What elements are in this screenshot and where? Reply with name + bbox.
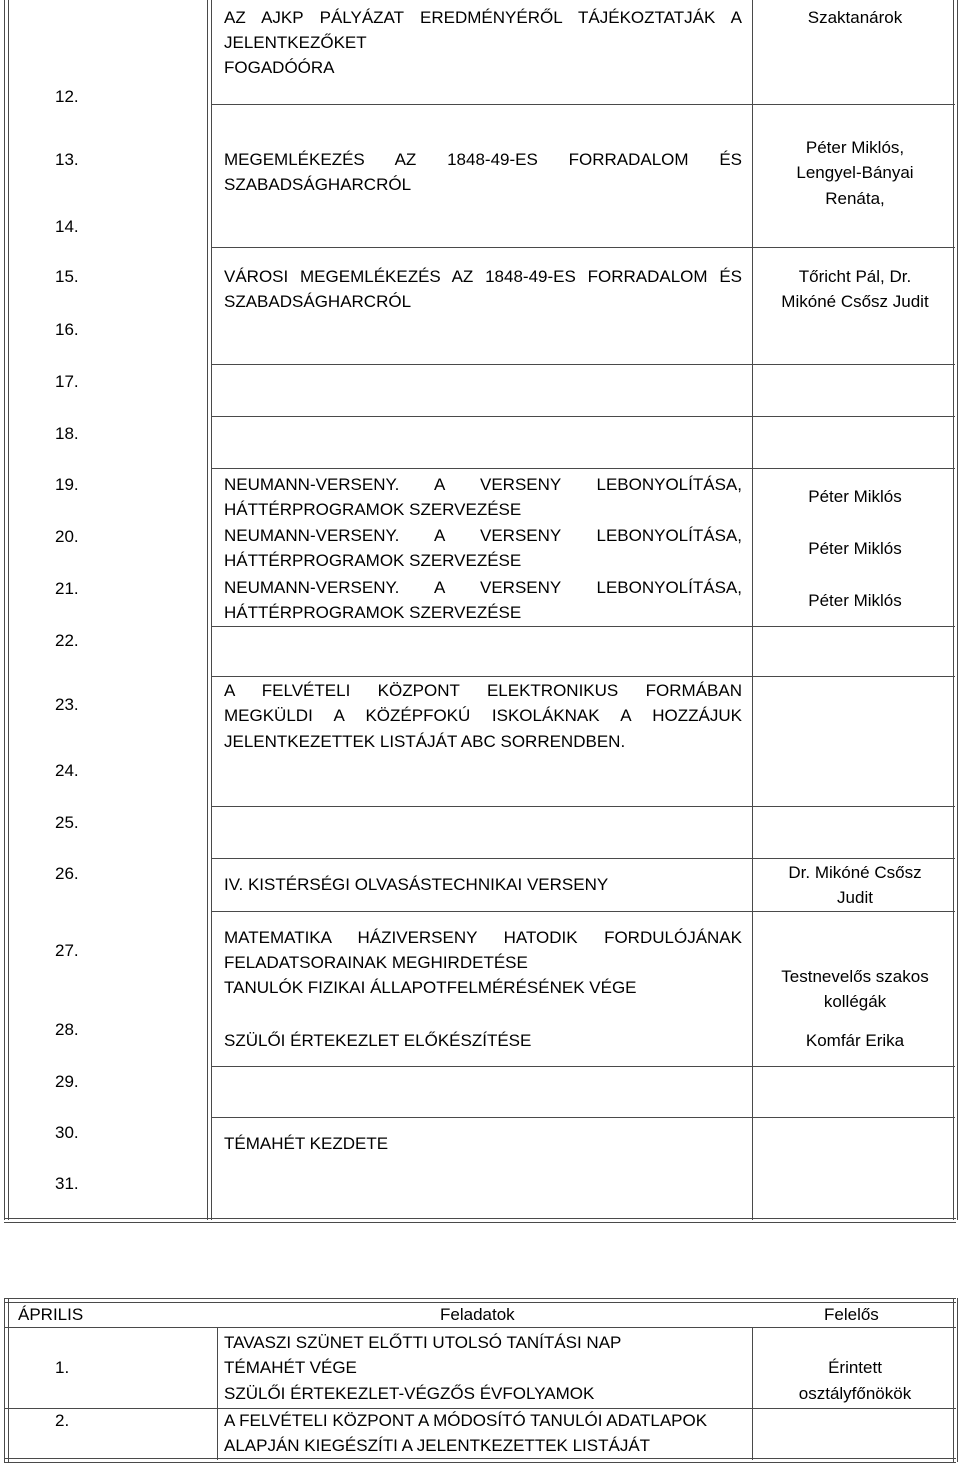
row-divider (211, 247, 955, 248)
responsible-name: Judit (837, 888, 873, 907)
task-text: A FELVÉTELI KÖZPONT A MÓDOSÍTÓ TANULÓI ADATLAPOK (224, 1411, 708, 1430)
table-border (4, 0, 9, 1220)
day-number: 2. (55, 1411, 70, 1430)
day-number: 16. (55, 320, 79, 339)
day-number: 29. (55, 1072, 79, 1091)
table-column-divider (217, 1327, 218, 1460)
row-divider (211, 676, 955, 677)
task-text: TAVASZI SZÜNET ELŐTTI UTOLSÓ TANÍTÁSI NAP (224, 1333, 622, 1352)
row-divider (211, 806, 955, 807)
table-border (4, 1298, 9, 1462)
task-text: MEGKÜLDI A KÖZÉPFOKÚ ISKOLÁKNAK A HOZZÁJUK (224, 706, 742, 725)
responsible-name: Komfár Erika (805, 1031, 905, 1050)
month-header: ÁPRILIS (18, 1305, 84, 1324)
day-number: 15. (55, 267, 79, 286)
task-text: SZÜLŐI ÉRTEKEZLET-VÉGZŐS ÉVFOLYAMOK (224, 1384, 595, 1403)
day-number: 30. (55, 1123, 79, 1142)
row-divider (211, 1117, 955, 1118)
responsible-name: Érintett (828, 1358, 882, 1377)
task-text: TÉMAHÉT VÉGE (224, 1358, 357, 1377)
day-number: 23. (55, 695, 79, 714)
task-text: MEGEMLÉKEZÉS AZ 1848-49-ES FORRADALOM ÉS (224, 150, 742, 169)
responsible-name: Péter Miklós (808, 487, 902, 506)
day-number: 24. (55, 761, 79, 780)
task-text: VÁROSI MEGEMLÉKEZÉS AZ 1848-49-ES FORRADALOM ÉS (224, 267, 742, 286)
table-column-divider (752, 1327, 753, 1460)
day-number: 25. (55, 813, 79, 832)
task-text: HÁTTÉRPROGRAMOK SZERVEZÉSE (224, 551, 522, 570)
responsible-name: Testnevelős szakos (781, 967, 929, 986)
day-number: 12. (55, 87, 79, 106)
task-text: HÁTTÉRPROGRAMOK SZERVEZÉSE (224, 500, 522, 519)
task-text: ALAPJÁN KIEGÉSZÍTI A JELENTKEZETTEK LISTÁJÁT (224, 1436, 651, 1455)
responsible-name: Mikóné Csősz Judit (781, 292, 929, 311)
day-number: 31. (55, 1174, 79, 1193)
day-number: 13. (55, 150, 79, 169)
day-number: 22. (55, 631, 79, 650)
row-divider (211, 468, 955, 469)
task-text: JELENTKEZŐKET (224, 33, 367, 52)
responsible-name: kollégák (823, 992, 887, 1011)
task-text: HÁTTÉRPROGRAMOK SZERVEZÉSE (224, 603, 522, 622)
task-text: FELADATSORAINAK MEGHIRDETÉSE (224, 953, 528, 972)
task-text: SZABADSÁGHARCRÓL (224, 175, 412, 194)
day-number: 20. (55, 527, 79, 546)
responsible-name: Péter Miklós (808, 539, 902, 558)
responsible-name: Lengyel-Bányai (796, 163, 914, 182)
responsible-name: Péter Miklós (808, 591, 902, 610)
day-number: 19. (55, 475, 79, 494)
task-text: A FELVÉTELI KÖZPONT ELEKTRONIKUS FORMÁBAN (224, 681, 742, 700)
task-text: TANULÓK FIZIKAI ÁLLAPOTFELMÉRÉSÉNEK VÉGE (224, 978, 637, 997)
row-divider (211, 1066, 955, 1067)
day-number: 1. (55, 1358, 70, 1377)
task-text: TÉMAHÉT KEZDETE (224, 1134, 389, 1153)
row-divider (4, 1327, 956, 1328)
row-divider (211, 626, 955, 627)
row-divider (211, 858, 955, 859)
responsible-name: Tőricht Pál, Dr. (798, 267, 912, 286)
table-border (4, 1458, 956, 1463)
task-text: MATEMATIKA HÁZIVERSENY HATODIK FORDULÓJÁNAK (224, 928, 742, 947)
task-text: AZ AJKP PÁLYÁZAT EREDMÉNYÉRŐL TÁJÉKOZTATJÁK A (224, 8, 742, 27)
responsible-name: osztályfőnökök (798, 1384, 912, 1403)
day-number: 17. (55, 372, 79, 391)
day-number: 27. (55, 941, 79, 960)
column-header-responsible: Felelős (824, 1305, 879, 1324)
responsible-name: Péter Miklós, (805, 138, 905, 157)
task-text: JELENTKEZETTEK LISTÁJÁT ABC SORRENDBEN. (224, 732, 626, 751)
day-number: 26. (55, 864, 79, 883)
row-divider (211, 104, 955, 105)
row-divider (211, 416, 955, 417)
task-text: FOGADÓÓRA (224, 58, 335, 77)
task-text: NEUMANN-VERSENY. A VERSENY LEBONYOLÍTÁSA, (224, 578, 742, 597)
day-number: 28. (55, 1020, 79, 1039)
responsible-name: Dr. Mikóné Csősz (788, 863, 922, 882)
day-number: 21. (55, 579, 79, 598)
row-divider (211, 364, 955, 365)
column-header-teachers: Szaktanárok (807, 8, 903, 27)
day-number: 14. (55, 217, 79, 236)
day-number: 18. (55, 424, 79, 443)
responsible-name: Renáta, (825, 189, 885, 208)
table-border (953, 1298, 958, 1462)
row-divider (211, 911, 955, 912)
task-text: SZÜLŐI ÉRTEKEZLET ELŐKÉSZÍTÉSE (224, 1031, 532, 1050)
task-text: SZABADSÁGHARCRÓL (224, 292, 412, 311)
table-column-divider (207, 0, 212, 1220)
column-header-tasks: Feladatok (440, 1305, 515, 1324)
task-text: IV. KISTÉRSÉGI OLVASÁSTECHNIKAI VERSENY (224, 875, 609, 894)
table-border (4, 1218, 956, 1223)
task-text: NEUMANN-VERSENY. A VERSENY LEBONYOLÍTÁSA, (224, 526, 742, 545)
task-text: NEUMANN-VERSENY. A VERSENY LEBONYOLÍTÁSA, (224, 475, 742, 494)
table-column-divider (752, 0, 753, 1220)
